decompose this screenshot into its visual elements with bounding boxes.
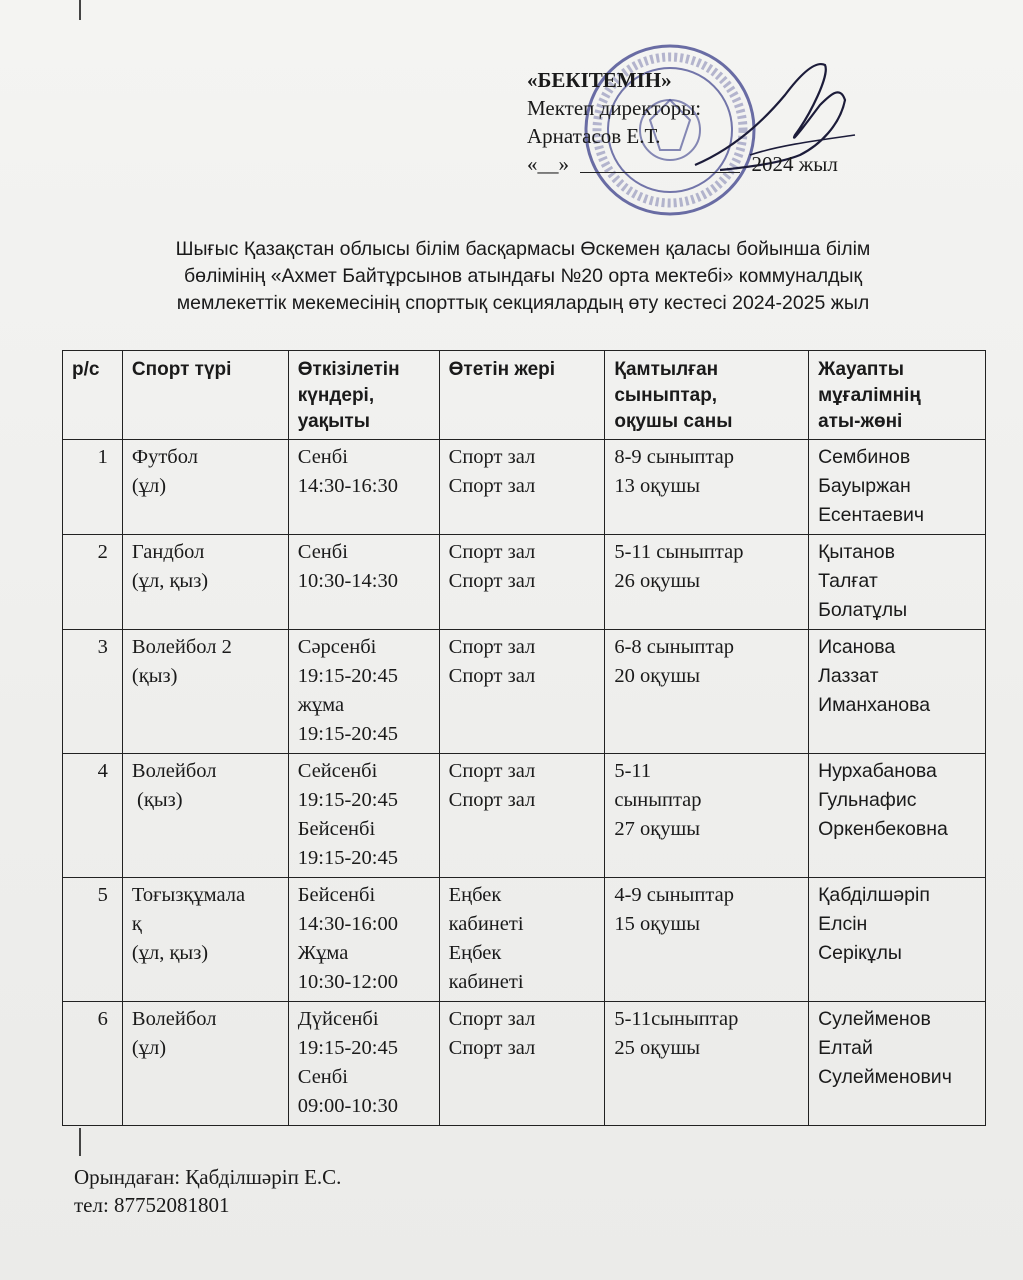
cell-line: қ — [131, 913, 142, 935]
header-place: Өтетін жері — [439, 351, 605, 440]
cell-line: 10:30-14:30 — [297, 570, 398, 592]
header-days-line: уақыты — [297, 411, 370, 432]
cell-line: Спорт зал — [448, 570, 536, 592]
cell-line: Серікұлы — [818, 942, 902, 964]
cell-line: Спорт зал — [448, 1008, 536, 1030]
cell-line: Спорт зал — [448, 665, 536, 687]
row-sport — [122, 535, 288, 630]
approval-name: Арнатасов Е.Т. — [527, 124, 661, 148]
cell-line: Еңбек — [448, 942, 502, 964]
cell-line: Лаззат — [818, 665, 879, 687]
row-place — [439, 535, 605, 630]
cell-line: 20 оқушы — [614, 665, 701, 687]
cell-line: 19:15-20:45 — [297, 723, 398, 745]
approval-position: Мектеп директоры: — [527, 96, 702, 120]
table-row — [63, 630, 986, 754]
approval-date-prefix: «__» — [527, 152, 569, 176]
cell-line: Қабділшәріп — [818, 884, 930, 906]
cell-line: 10:30-12:00 — [297, 971, 398, 993]
date-blank-line — [580, 172, 740, 173]
row-teacher — [809, 630, 986, 754]
cell-line: Сейсенбі — [297, 760, 378, 782]
cell-line: (қыз) — [131, 789, 183, 811]
cell-line: Болатұлы — [818, 599, 908, 621]
row-num: 5 — [63, 878, 123, 1002]
heading-line-3: мемлекеттік мекемесінің спорттық секциялардың өту кестесі 2024-2025 жыл — [176, 292, 870, 314]
sports-schedule-table — [62, 350, 986, 1126]
scan-mark — [79, 0, 81, 20]
row-place — [439, 440, 605, 535]
approval-title: «БЕКІТЕМІН» — [527, 68, 672, 92]
table-row — [63, 535, 986, 630]
prepared-by: Орындаған: Қабділшәріп Е.С. — [74, 1165, 342, 1189]
approval-block — [527, 66, 838, 178]
cell-line: 5-11сыныптар — [614, 1008, 739, 1030]
table-row — [63, 440, 986, 535]
cell-line: 8-9 сыныптар — [614, 446, 734, 468]
row-classes — [605, 535, 809, 630]
cell-line: Футбол — [131, 446, 198, 468]
row-days — [288, 535, 439, 630]
cell-line: сыныптар — [614, 789, 702, 811]
row-classes — [605, 754, 809, 878]
cell-line: Спорт зал — [448, 475, 536, 497]
heading-line-2: бөлімінің «Ахмет Байтұрсынов атындағы №20 орта мектебі» коммуналдық — [183, 265, 863, 287]
row-teacher — [809, 440, 986, 535]
cell-line: 25 оқушы — [614, 1037, 701, 1059]
cell-line: Спорт зал — [448, 636, 536, 658]
row-days — [288, 440, 439, 535]
scan-mark — [79, 1128, 81, 1156]
row-num: 3 — [63, 630, 123, 754]
cell-line: Волейбол — [131, 760, 217, 782]
row-sport — [122, 754, 288, 878]
cell-line: 26 оқушы — [614, 570, 701, 592]
cell-line: Исанова — [818, 636, 896, 658]
cell-line: Бейсенбі — [297, 884, 376, 906]
row-place — [439, 878, 605, 1002]
header-classes-line: сыныптар, — [614, 385, 718, 406]
cell-line: Нурхабанова — [818, 760, 937, 782]
cell-line: 15 оқушы — [614, 913, 701, 935]
cell-line: (ұл) — [131, 475, 167, 497]
cell-line: Қытанов — [818, 541, 895, 563]
row-days — [288, 754, 439, 878]
cell-line: Еңбек — [448, 884, 502, 906]
cell-line: Волейбол — [131, 1008, 217, 1030]
cell-line: 13 оқушы — [614, 475, 701, 497]
row-days — [288, 1002, 439, 1126]
cell-line: Гандбол — [131, 541, 205, 563]
row-sport — [122, 630, 288, 754]
cell-line: Спорт зал — [448, 789, 536, 811]
header-teacher-line: аты-жөні — [818, 411, 903, 432]
cell-line: 27 оқушы — [614, 818, 701, 840]
header-teacher — [809, 351, 986, 440]
table-header-row — [63, 351, 986, 440]
cell-line: Жұма — [297, 942, 349, 964]
cell-line: Иманханова — [818, 694, 931, 716]
cell-line: 6-8 сыныптар — [614, 636, 734, 658]
row-num: 1 — [63, 440, 123, 535]
row-num: 4 — [63, 754, 123, 878]
header-num: р/с — [63, 351, 123, 440]
row-teacher — [809, 878, 986, 1002]
cell-line: Сембинов — [818, 446, 911, 468]
header-teacher-line: Жауапты — [818, 359, 904, 380]
cell-line: Талғат — [818, 570, 878, 592]
row-classes — [605, 1002, 809, 1126]
table-row — [63, 1002, 986, 1126]
cell-line: (ұл, қыз) — [131, 942, 209, 964]
document-heading — [60, 236, 986, 317]
cell-line: 14:30-16:30 — [297, 475, 398, 497]
row-sport — [122, 878, 288, 1002]
header-classes — [605, 351, 809, 440]
row-classes — [605, 878, 809, 1002]
header-classes-line: Қамтылған — [614, 359, 719, 380]
header-days-line: күндері, — [297, 385, 375, 406]
cell-line: 19:15-20:45 — [297, 789, 398, 811]
row-place — [439, 630, 605, 754]
cell-line: Елсін — [818, 913, 868, 935]
header-days — [288, 351, 439, 440]
cell-line: 19:15-20:45 — [297, 1037, 398, 1059]
header-teacher-line: мұғалімнің — [818, 385, 921, 406]
cell-line: Бауыржан — [818, 475, 911, 497]
cell-line: Сенбі — [297, 541, 348, 563]
row-classes — [605, 440, 809, 535]
cell-line: Дүйсенбі — [297, 1008, 379, 1030]
cell-line: (қыз) — [131, 665, 178, 687]
cell-line: (ұл, қыз) — [131, 570, 209, 592]
cell-line: Сәрсенбі — [297, 636, 377, 658]
heading-line-1: Шығыс Қазақстан облысы білім басқармасы Өскемен қаласы бойынша білім — [175, 238, 871, 260]
row-classes — [605, 630, 809, 754]
approval-date — [527, 150, 838, 178]
row-teacher — [809, 1002, 986, 1126]
header-classes-line: оқушы саны — [614, 411, 733, 432]
cell-line: Есентаевич — [818, 504, 925, 526]
cell-line: Тоғызқұмала — [131, 884, 246, 906]
cell-line: 19:15-20:45 — [297, 665, 398, 687]
cell-line: Оркенбековна — [818, 818, 948, 840]
contact-phone: тел: 87752081801 — [74, 1193, 230, 1217]
cell-line: 14:30-16:00 — [297, 913, 398, 935]
cell-line: кабинеті — [448, 971, 524, 993]
cell-line: Спорт зал — [448, 760, 536, 782]
cell-line: Бейсенбі — [297, 818, 376, 840]
cell-line: Волейбол 2 — [131, 636, 232, 658]
approval-date-suffix: 2024 жыл — [751, 152, 838, 176]
row-place — [439, 1002, 605, 1126]
row-place — [439, 754, 605, 878]
row-num: 2 — [63, 535, 123, 630]
header-days-line: Өткізілетін — [297, 359, 400, 380]
cell-line: 5-11 сыныптар — [614, 541, 744, 563]
document-footer — [74, 1163, 341, 1219]
cell-line: 19:15-20:45 — [297, 847, 398, 869]
cell-line: 5-11 — [614, 760, 652, 782]
header-sport: Спорт түрі — [122, 351, 288, 440]
row-sport — [122, 1002, 288, 1126]
cell-line: 4-9 сыныптар — [614, 884, 734, 906]
cell-line: Сенбі — [297, 446, 348, 468]
cell-line: Елтай — [818, 1037, 873, 1059]
cell-line: жұма — [297, 694, 345, 716]
cell-line: Гульнафис — [818, 789, 917, 811]
table-row — [63, 878, 986, 1002]
row-teacher — [809, 754, 986, 878]
cell-line: Сулейменович — [818, 1066, 952, 1088]
cell-line: Сулейменов — [818, 1008, 931, 1030]
cell-line: Сенбі — [297, 1066, 348, 1088]
cell-line: Спорт зал — [448, 1037, 536, 1059]
cell-line: 09:00-10:30 — [297, 1095, 398, 1117]
row-num: 6 — [63, 1002, 123, 1126]
table-row — [63, 754, 986, 878]
cell-line: Спорт зал — [448, 446, 536, 468]
cell-line: кабинеті — [448, 913, 524, 935]
row-days — [288, 630, 439, 754]
row-teacher — [809, 535, 986, 630]
cell-line: Спорт зал — [448, 541, 536, 563]
row-days — [288, 878, 439, 1002]
row-sport — [122, 440, 288, 535]
cell-line: (ұл) — [131, 1037, 167, 1059]
